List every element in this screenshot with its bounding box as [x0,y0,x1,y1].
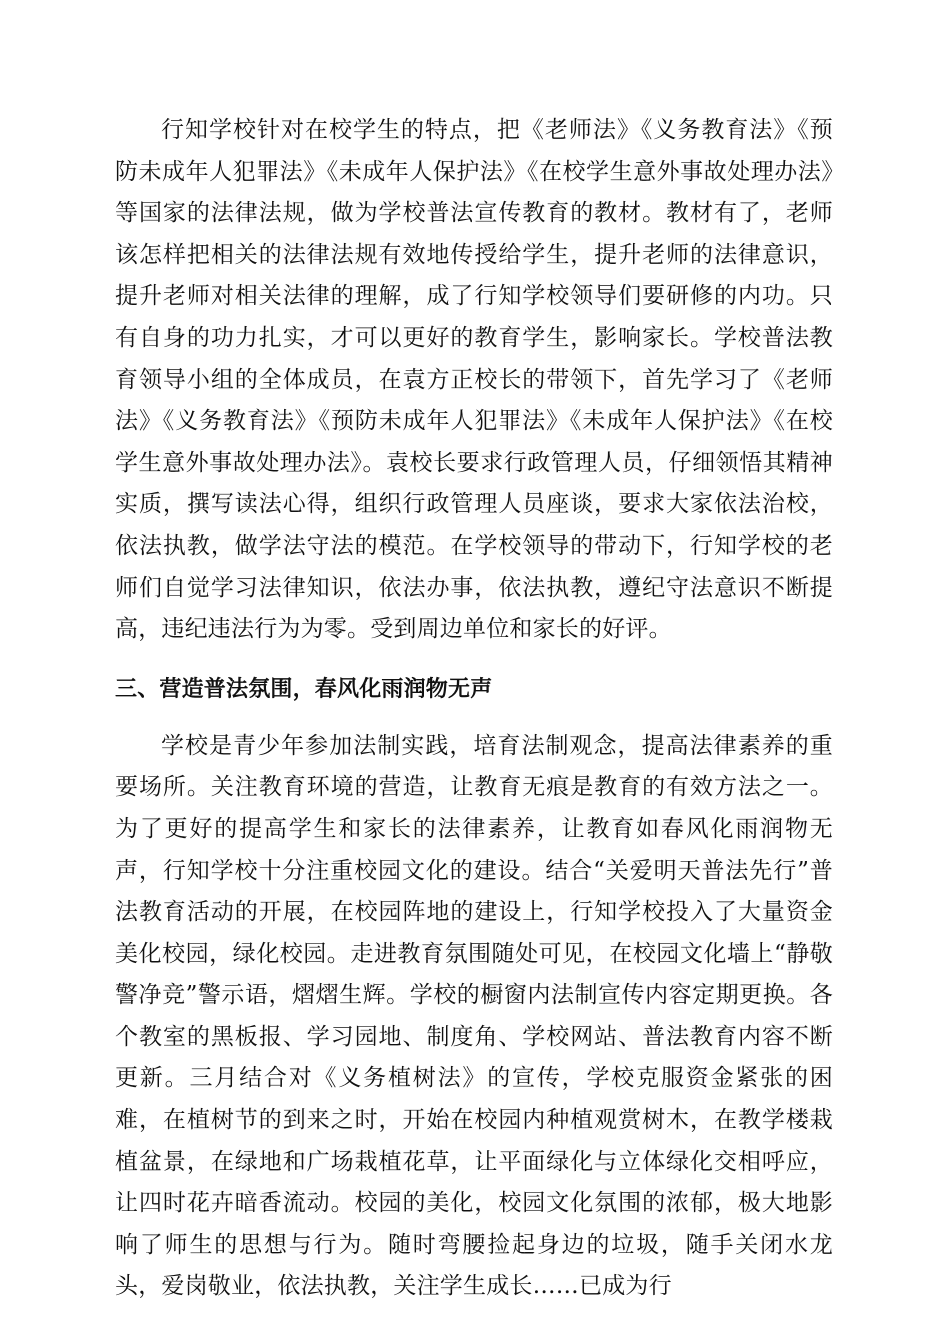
body-paragraph: 行知学校针对在校学生的特点，把《老师法》《义务教育法》《预防未成年人犯罪法》《未成年人保护法》《在校学生意外事故处理办法》等国家的法律法规，做为学校普法宣传教育的教材。教材有了，老师该怎样把相关的法律法规有效地传授给学生，提升老师的法律意识，提升老师对相关法律的理解，成了行知学校领导们要研修的内功。只有自身的功力扎实，才可以更好的教育学生，影响家长。学校普法教育领导小组的全体成员，在袁方正校长的带领下，首先学习了《老师法》《义务教育法》《预防未成年人犯罪法》《未成年人保护法》《在校学生意外事故处理办法》。袁校长要求行政管理人员，仔细领悟其精神实质，撰写读法心得，组织行政管理人员座谈，要求大家依法治校，依法执教，做学法守法的模范。在学校领导的带动下，行知学校的老师们自觉学习法律知识，依法办事，依法执教，遵纪守法意识不断提高，违纪违法行为为零。受到周边单位和家长的好评。 [115,117,833,643]
body-paragraph: 学校是青少年参加法制实践，培育法制观念，提高法律素养的重要场所。关注教育环境的营造，让教育无痕是教育的有效方法之一。为了更好的提高学生和家长的法律素养，让教育如春风化雨润物无声，行知学校十分注重校园文化的建设。结合“关爱明天普法先行”普法教育活动的开展，在校园阵地的建设上，行知学校投入了大量资金美化校园，绿化校园。走进教育氛围随处可见，在校园文化墙上“静敬警净竞”警示语，熠熠生辉。学校的橱窗内法制宣传内容定期更换。各个教室的黑板报、学习园地、制度角、学校网站、普法教育内容不断更新。三月结合对《义务植树法》的宣传，学校克服资金紧张的困难，在植树节的到来之时，开始在校园内种植观赏树木，在教学楼栽植盆景，在绿地和广场栽植花草，让平面绿化与立体绿化交相呼应，让四时花卉暗香流动。校园的美化，校园文化氛围的浓郁，极大地影响了师生的思想与行为。随时弯腰捡起身边的垃圾，随手关闭水龙头，爱岗敬业，依法执教，关注学生成长……已成为行 [115,732,833,1300]
section-heading: 三、营造普法氛围，春风化雨润物无声 [115,676,493,702]
document-body [115,110,833,1308]
